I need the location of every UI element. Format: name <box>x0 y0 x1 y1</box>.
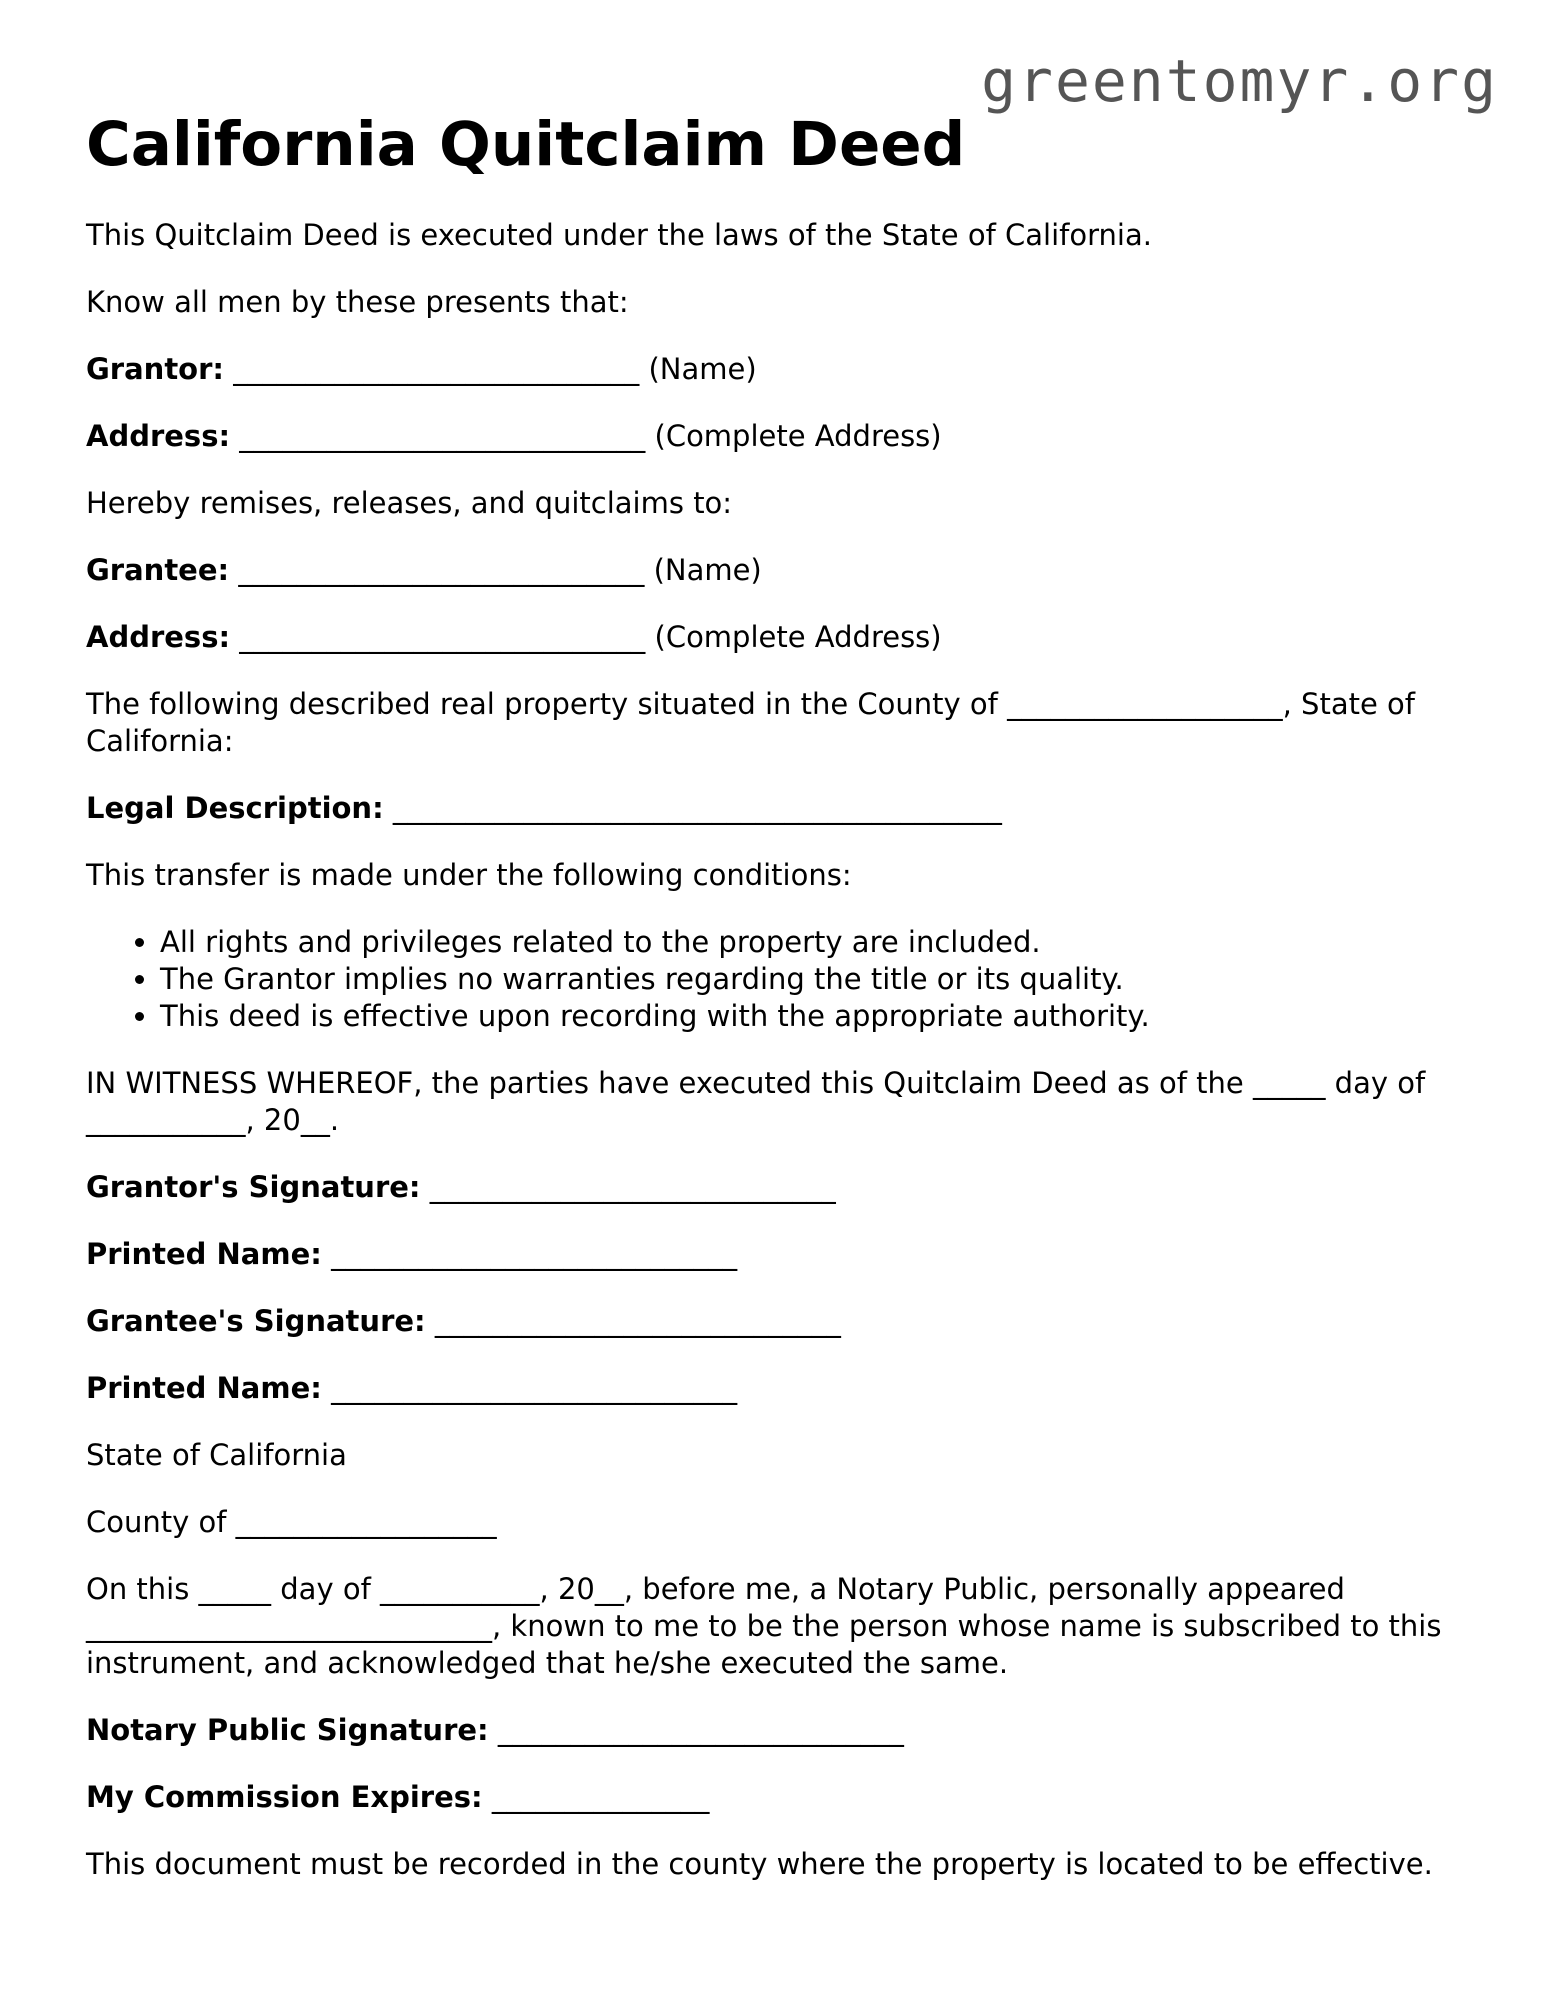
grantor-address-blank[interactable]: ____________________________ <box>239 419 646 454</box>
legal-description-line <box>86 790 1476 827</box>
notary-paragraph: On this _____ day of ___________, 20__, before me, a Notary Public, personally appeared ____________________________, known to me to be the person whose name is subscribed to this instrument, and acknowledged that he/she executed the same. <box>86 1572 1442 1681</box>
grantee-address-hint: (Complete Address) <box>654 620 942 655</box>
condition-item: • The Grantor implies no warranties regarding the title or its quality. <box>160 961 1476 998</box>
grantor-signature-label: Grantor's Signature: <box>86 1170 421 1205</box>
grantor-printed-name-label: Printed Name: <box>86 1237 322 1272</box>
notary-signature-blank[interactable]: ____________________________ <box>497 1713 904 1748</box>
grantor-address-label: Address: <box>86 419 231 454</box>
grantee-line <box>86 552 1476 589</box>
witness-paragraph: IN WITNESS WHEREOF, the parties have executed this Quitclaim Deed as of the _____ day of ___________, 20__. <box>86 1066 1426 1138</box>
grantee-address-blank[interactable]: ____________________________ <box>239 620 646 655</box>
state-line: State of California <box>86 1438 347 1473</box>
legal-description-blank[interactable]: __________________________________________ <box>392 791 1002 826</box>
grantor-signature-blank[interactable]: ____________________________ <box>429 1170 836 1205</box>
county-line: County of __________________ <box>86 1505 497 1540</box>
document-body <box>86 108 1476 1913</box>
grantor-line <box>86 351 1476 388</box>
releases-paragraph: Hereby remises, releases, and quitclaims to: <box>86 486 733 521</box>
grantor-label: Grantor: <box>86 352 225 387</box>
property-paragraph: The following described real property situated in the County of ___________________, State of California: <box>86 687 1415 759</box>
grantee-signature-label: Grantee's Signature: <box>86 1304 426 1339</box>
grantor-printed-name-blank[interactable]: ____________________________ <box>331 1237 738 1272</box>
grantee-name-blank[interactable]: ____________________________ <box>238 553 645 588</box>
notary-signature-label: Notary Public Signature: <box>86 1713 489 1748</box>
notary-signature-line <box>86 1712 1476 1749</box>
commission-label: My Commission Expires: <box>86 1780 483 1815</box>
grantor-address-hint: (Complete Address) <box>654 419 942 454</box>
watermark: greentomyr.org <box>981 47 1498 115</box>
conditions-list <box>86 924 1476 1035</box>
grantee-address-label: Address: <box>86 620 231 655</box>
document-title: California Quitclaim Deed <box>86 109 966 180</box>
intro-paragraph: This Quitclaim Deed is executed under the laws of the State of California. <box>86 218 1152 253</box>
grantee-label: Grantee: <box>86 553 230 588</box>
grantee-printed-name-line <box>86 1370 1476 1407</box>
grantee-signature-blank[interactable]: ____________________________ <box>434 1304 841 1339</box>
conditions-intro: This transfer is made under the following conditions: <box>86 858 852 893</box>
grantee-hint: (Name) <box>653 553 762 588</box>
condition-item: • This deed is effective upon recording with the appropriate authority. <box>160 998 1476 1035</box>
grantor-signature-line <box>86 1169 1476 1206</box>
commission-line <box>86 1779 1476 1816</box>
condition-item: • All rights and privileges related to the property are included. <box>160 924 1476 961</box>
know-all-paragraph: Know all men by these presents that: <box>86 285 629 320</box>
grantee-printed-name-blank[interactable]: ____________________________ <box>331 1371 738 1406</box>
grantee-printed-name-label: Printed Name: <box>86 1371 322 1406</box>
grantor-hint: (Name) <box>648 352 757 387</box>
grantor-name-blank[interactable]: ____________________________ <box>233 352 640 387</box>
grantee-address-line <box>86 619 1476 656</box>
grantee-signature-line <box>86 1303 1476 1340</box>
closing-paragraph: This document must be recorded in the county where the property is located to be effective. <box>86 1847 1433 1882</box>
grantor-address-line <box>86 418 1476 455</box>
legal-description-label: Legal Description: <box>86 791 384 826</box>
grantor-printed-name-line <box>86 1236 1476 1273</box>
commission-blank[interactable]: _______________ <box>491 1780 710 1815</box>
